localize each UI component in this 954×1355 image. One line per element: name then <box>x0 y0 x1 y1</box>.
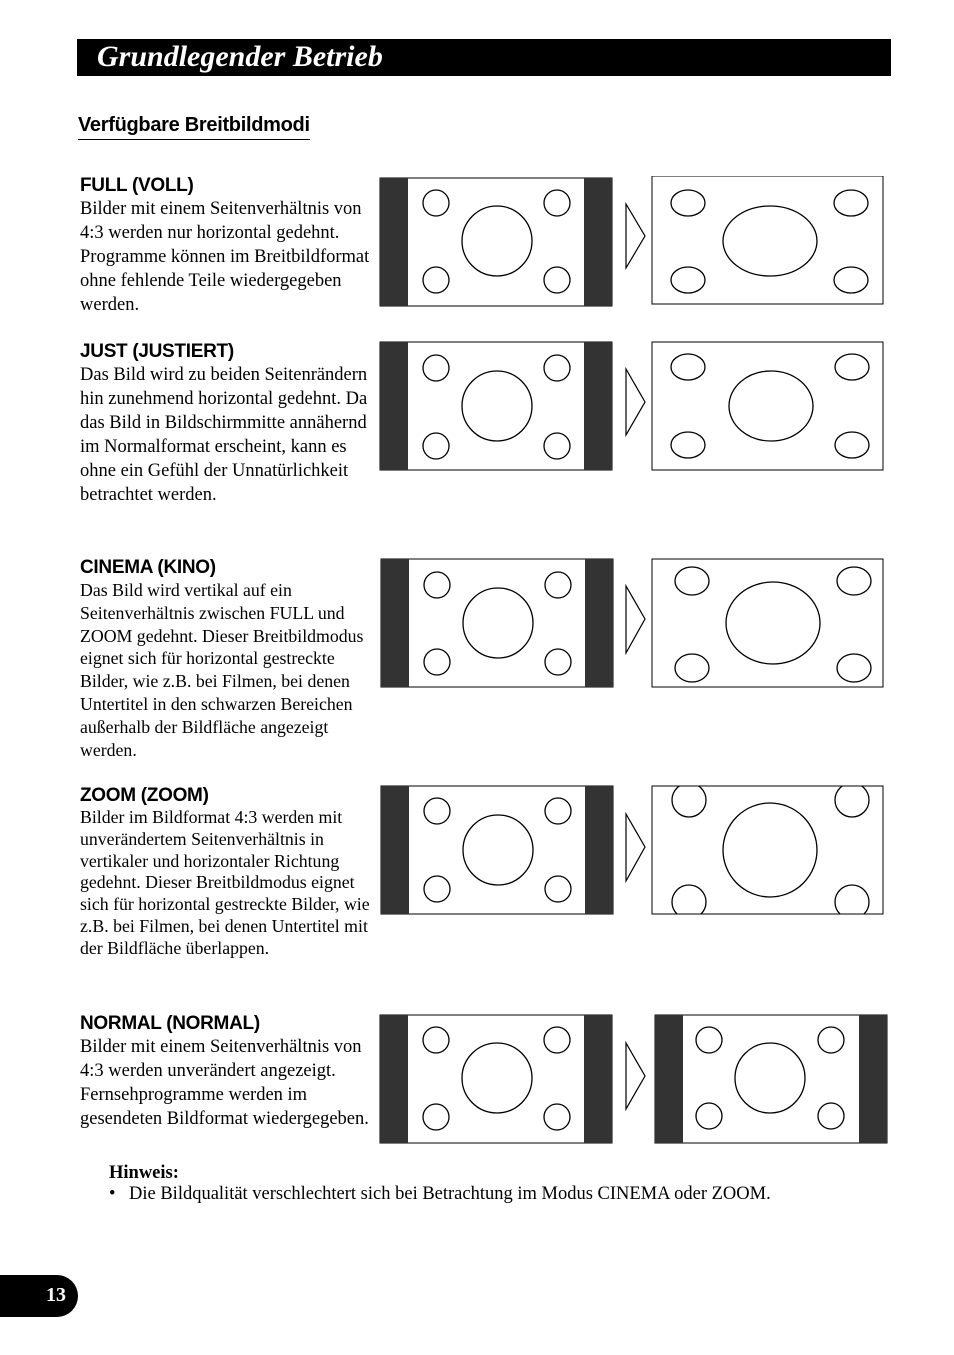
mode-cinema <box>80 557 372 761</box>
mode-full-description: Bilder mit einem Seitenverhältnis von 4:3 werden nur horizontal gedehnt. Programme können im Breitbildformat ohne fehlende Teile wiedergegeben werden. <box>80 199 370 315</box>
mode-cinema-illustration <box>379 558 887 690</box>
result-wide-screen <box>652 785 883 917</box>
arrow-icon <box>626 204 645 268</box>
mode-zoom-illustration <box>379 785 887 917</box>
mode-zoom-title: ZOOM (ZOOM) <box>80 785 209 806</box>
mode-full-illustration <box>378 176 886 308</box>
mode-normal-illustration <box>378 1013 890 1145</box>
arrow-icon <box>626 1043 645 1109</box>
page-header <box>77 39 891 76</box>
page-number: 13 <box>46 1284 66 1306</box>
mode-just-title: JUST (JUSTIERT) <box>80 341 234 362</box>
page-number-tab <box>0 1275 78 1317</box>
mode-zoom-description: Bilder im Bildformat 4:3 werden mit unverändertem Seitenverhältnis in vertikaler und horizontaler Richtung gedehnt. Dieser Breitbildmodus eignet sich für horizontal gestreckte Bilder, wie z.B. bei Filmen, bei denen Untertitel mit der Bildfläche überlappen. <box>80 807 370 958</box>
arrow-icon <box>626 586 645 653</box>
result-wide-screen <box>652 559 883 687</box>
result-normal-screen <box>655 1015 887 1143</box>
mode-zoom <box>80 785 372 960</box>
mode-just-illustration <box>378 341 886 473</box>
source-4x3-screen <box>380 342 612 470</box>
source-4x3-screen <box>380 1015 612 1143</box>
mode-normal-title: NORMAL (NORMAL) <box>80 1013 260 1034</box>
mode-just <box>80 341 372 507</box>
note-bullet: • <box>109 1184 116 1204</box>
mode-cinema-description: Das Bild wird vertikal auf ein Seitenverhältnis zwischen FULL und ZOOM gedehnt. Dieser Breitbildmodus eignet sich für horizontal gestreckte Bilder, wie z.B. bei Filmen, bei denen Untertitel in den schwarzen Bereichen außerhalb der Bildfläche angezeigt werden. <box>80 580 364 760</box>
source-4x3-screen <box>381 559 613 687</box>
arrow-icon <box>626 814 645 881</box>
mode-just-description: Das Bild wird zu beiden Seitenrändern hin zunehmend horizontal gedehnt. Da das Bild in Bildschirmmitte annähernd im Normalformat erscheint, kann es ohne ein Gefühl der Unnatürlichkeit betrachtet werden. <box>80 365 368 505</box>
note-label: Hinweis: <box>109 1163 179 1183</box>
note-text: Die Bildqualität verschlechtert sich bei Betrachtung im Modus CINEMA oder ZOOM. <box>129 1184 771 1204</box>
note <box>109 1163 771 1205</box>
source-4x3-screen <box>381 786 613 914</box>
source-4x3-screen <box>380 178 612 306</box>
mode-normal-description: Bilder mit einem Seitenverhältnis von 4:3 werden unverändert angezeigt. Fernsehprogramme werden im gesendeten Bildformat wiedergegeben. <box>80 1037 369 1129</box>
arrow-icon <box>626 369 645 435</box>
mode-full-title: FULL (VOLL) <box>80 175 194 196</box>
mode-cinema-title: CINEMA (KINO) <box>80 557 216 578</box>
mode-full <box>80 175 372 317</box>
section-title: Verfügbare Breitbildmodi <box>78 113 310 140</box>
result-wide-screen <box>652 342 883 470</box>
result-wide-screen <box>652 176 883 304</box>
page-header-title: Grundlegender Betrieb <box>97 40 383 73</box>
mode-normal <box>80 1013 372 1131</box>
